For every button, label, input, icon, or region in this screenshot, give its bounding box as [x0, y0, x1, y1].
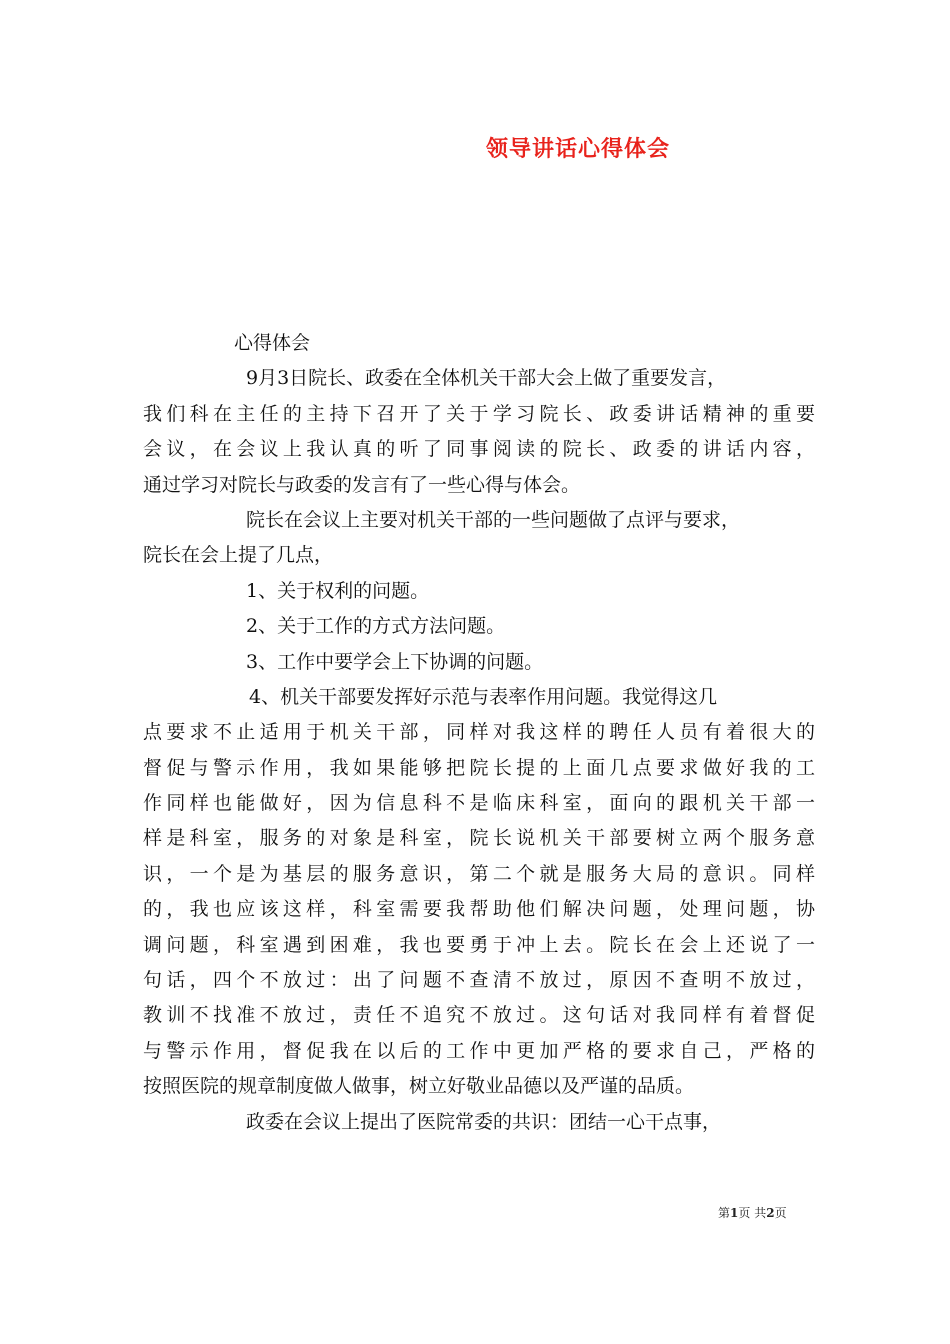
paragraph-line: 9月3日院长、政委在全体机关干部大会上做了重要发言，: [246, 367, 727, 390]
paragraph-line: 调问题，科室遇到困难，我也要勇于冲上去。院长在会上还说了一: [143, 933, 815, 956]
footer-suffix: 页: [774, 1206, 787, 1220]
paragraph-line: 院长在会议上主要对机关干部的一些问题做了点评与要求，: [246, 508, 741, 531]
paragraph-line: 督促与警示作用，我如果能够把院长提的上面几点要求做好我的工: [143, 756, 815, 779]
footer-prefix: 第: [718, 1206, 731, 1220]
paragraph-line: 政委在会议上提出了医院常委的共识：团结一心干点事，: [246, 1110, 722, 1133]
document-body: [143, 326, 815, 1140]
list-item: 1、关于权利的问题。: [246, 579, 430, 602]
paragraph-line: 作同样也能做好，因为信息科不是临床科室，面向的跟机关干部一: [143, 792, 815, 815]
paragraph-line: 按照医院的规章制度做人做事，树立好敬业品德以及严谨的品质。: [143, 1075, 695, 1098]
paragraph-line: 教训不找准不放过，责任不追究不放过。这句话对我同样有着督促: [143, 1004, 815, 1027]
document-title: 领导讲话心得体会: [486, 136, 671, 162]
paragraph-line: 我们科在主任的主持下召开了关于学习院长、政委讲话精神的重要: [143, 402, 815, 425]
paragraph-line: 会议，在会议上我认真的听了同事阅读的院长、政委的讲话内容，: [143, 438, 815, 461]
list-item: 4、机关干部要发挥好示范与表率作用问题。我觉得这几: [249, 685, 718, 708]
list-item: 3、工作中要学会上下协调的问题。: [246, 650, 544, 673]
paragraph-line: 点要求不止适用于机关干部，同样对我这样的聘任人员有着很大的: [143, 721, 815, 744]
paragraph-line: 与警示作用，督促我在以后的工作中更加严格的要求自己，严格的: [143, 1039, 815, 1062]
paragraph-line: 样是科室，服务的对象是科室，院长说机关干部要树立两个服务意: [143, 827, 815, 850]
paragraph-line: 识，一个是为基层的服务意识，第二个就是服务大局的意识。同样: [143, 862, 815, 885]
paragraph-line: 通过学习对院长与政委的发言有了一些心得与体会。: [143, 473, 581, 496]
footer-middle: 页 共: [738, 1206, 767, 1220]
paragraph-line: 的，我也应该这样，科室需要我帮助他们解决问题，处理问题，协: [143, 898, 815, 921]
footer-page-number: 1: [730, 1206, 739, 1220]
section-heading: 心得体会: [234, 332, 311, 354]
paragraph-line: 院长在会上提了几点，: [143, 544, 334, 567]
paragraph-line: 句话，四个不放过：出了问题不查清不放过，原因不查明不放过，: [143, 969, 815, 992]
footer-total-pages: 2: [766, 1206, 775, 1220]
list-item: 2、关于工作的方式方法问题。: [246, 615, 506, 638]
page-footer: [718, 1204, 787, 1221]
